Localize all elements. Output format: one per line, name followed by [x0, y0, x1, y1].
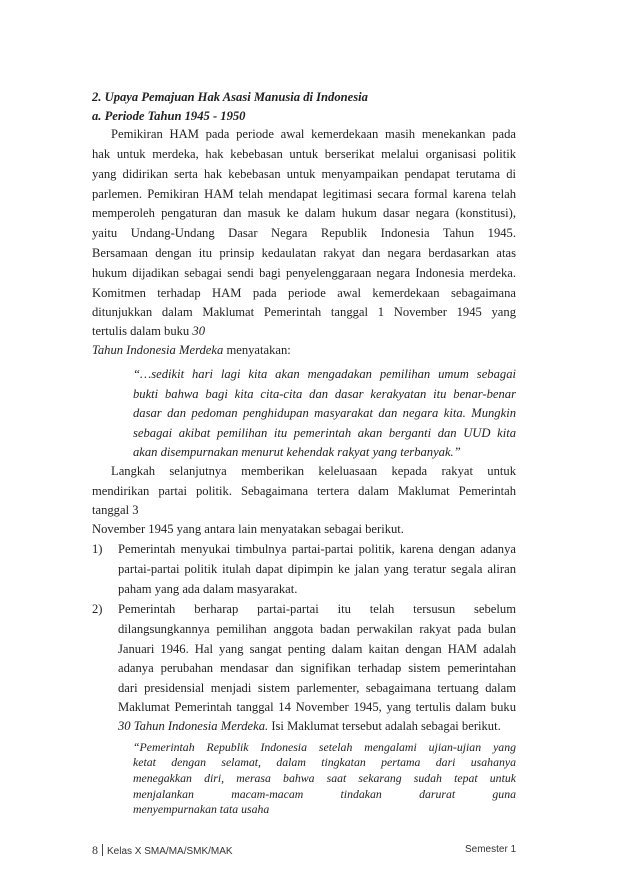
page-number: 8: [92, 843, 98, 857]
list-item-line: adanya perubahan mendasar dan signifikan terhadap sistem pemerintahan: [118, 661, 516, 675]
para1-line: Komitmen terhadap HAM pada periode awal kemerdekaan sebagaimana: [92, 286, 516, 300]
list-number: 2): [92, 602, 103, 616]
list-item-line: Pemerintah berharap partai-partai itu telah tersusun sebelum: [118, 602, 516, 616]
list-item-line: partai-partai politik itulah dapat dipimpin ke jalan yang teratur segala aliran: [118, 562, 516, 576]
para1-line: Pemikiran HAM pada periode awal kemerdekaan masih menekankan pada: [111, 127, 516, 141]
para1-line: Bersamaan dengan itu prinsip kedaulatan rakyat dan negara berdasarkan atas: [92, 246, 516, 260]
para2-line: November 1945 yang antara lain menyatakan sebagai berikut.: [92, 522, 404, 536]
quote-line: akan disempurnakan menurut kehendak rakyat yang terbanyak.”: [133, 445, 461, 459]
section-heading: 2. Upaya Pemajuan Hak Asasi Manusia di Indonesia: [92, 90, 368, 104]
subsection-heading: a. Periode Tahun 1945 - 1950: [92, 109, 246, 123]
book-title-part: 30: [192, 324, 205, 338]
para1-line: yang didirikan serta hak kebebasan untuk menyampaikan pendapat terutama di: [92, 167, 516, 181]
para1-line: hak untuk merdeka, hak kebebasan untuk berserikat melalui organisasi politik: [92, 147, 516, 161]
quote-line: menyempurnakan tata usaha: [133, 802, 270, 816]
list-item-line: dari presidensial menjadi sistem parlementer, sebagaimana tertuang dalam: [118, 681, 516, 695]
list-number: 1): [92, 542, 103, 556]
para1-line: ditunjukkan dalam Maklumat Pemerintah tanggal 1 November 1945 yang: [92, 305, 516, 319]
book-title: 30 Tahun Indonesia Merdeka.: [118, 719, 269, 733]
footer-left: [92, 843, 233, 859]
list-item-text: Isi Maklumat tersebut adalah sebagai berikut.: [268, 719, 501, 733]
quote-line: sebagai akibat pemilihan itu pemerintah akan berganti dan UUD kita: [133, 426, 516, 440]
book-title: Tahun Indonesia Merdeka: [92, 343, 224, 357]
para1-line: [92, 342, 516, 358]
para1-line: [92, 323, 516, 339]
list-item-line: Pemerintah menyukai timbulnya partai-partai politik, karena dengan adanya: [118, 542, 516, 556]
para2-line: mendirikan partai politik. Sebagaimana tertera dalam Maklumat Pemerintah: [92, 484, 516, 498]
quote-line: dasar dan pedoman penghidupan masyarakat dan negara kita. Mungkin: [133, 406, 516, 420]
list-item-line: dilangsungkannya pemilihan anggota badan perwakilan rakyat pada bulan: [118, 622, 516, 636]
book-label: Kelas X SMA/MA/SMK/MAK: [107, 846, 233, 857]
para1-text: menyatakan:: [223, 343, 291, 357]
para2-line: Langkah selanjutnya memberikan keleluasaan kepada rakyat untuk: [111, 464, 516, 478]
list-item-line: paham yang ada dalam masyarakat.: [118, 582, 298, 596]
list-item-line: Maklumat Pemerintah tanggal 14 November 1945, yang tertulis dalam buku: [118, 700, 516, 714]
para1-line: memperoleh pengaturan dan masuk ke dalam hukum dasar negara (konstitusi),: [92, 206, 516, 220]
para1-line: parlemen. Pemikiran HAM telah mendapat legitimasi secara formal karena telah: [92, 187, 516, 201]
semester-label: Semester 1: [465, 844, 517, 855]
divider: [102, 844, 103, 856]
para1-line: yaitu Undang-Undang Dasar Negara Republik Indonesia Tahun 1945.: [92, 226, 516, 240]
para2-line: tanggal 3: [92, 503, 139, 517]
para1-text: tertulis dalam buku: [92, 324, 193, 338]
list-item-line: Januari 1946. Hal yang sangat penting dalam kaitan dengan HAM adalah: [118, 642, 516, 656]
quote-line: menegakkan diri, merasa bahwa saat sekarang sudah tepat untuk: [133, 771, 516, 785]
quote-line: “…sedikit hari lagi kita akan mengadakan pemilihan umum sebagai: [133, 367, 516, 381]
quote-line: bukti bahwa bagi kita cita-cita dan dasar kerakyatan itu benar-benar: [133, 387, 516, 401]
para1-line: hukum dijadikan sebagai sendi bagi penyelenggaraan negara Indonesia merdeka.: [92, 266, 516, 280]
quote-line: “Pemerintah Republik Indonesia setelah mengalami ujian-ujian yang: [133, 740, 516, 754]
list-item-line: [118, 718, 516, 734]
quote-line: ketat dengan selamat, dalam tingkatan pertama dari usahanya: [133, 755, 516, 769]
quote-line: menjalankan macam-macam tindakan darurat guna: [133, 787, 516, 801]
